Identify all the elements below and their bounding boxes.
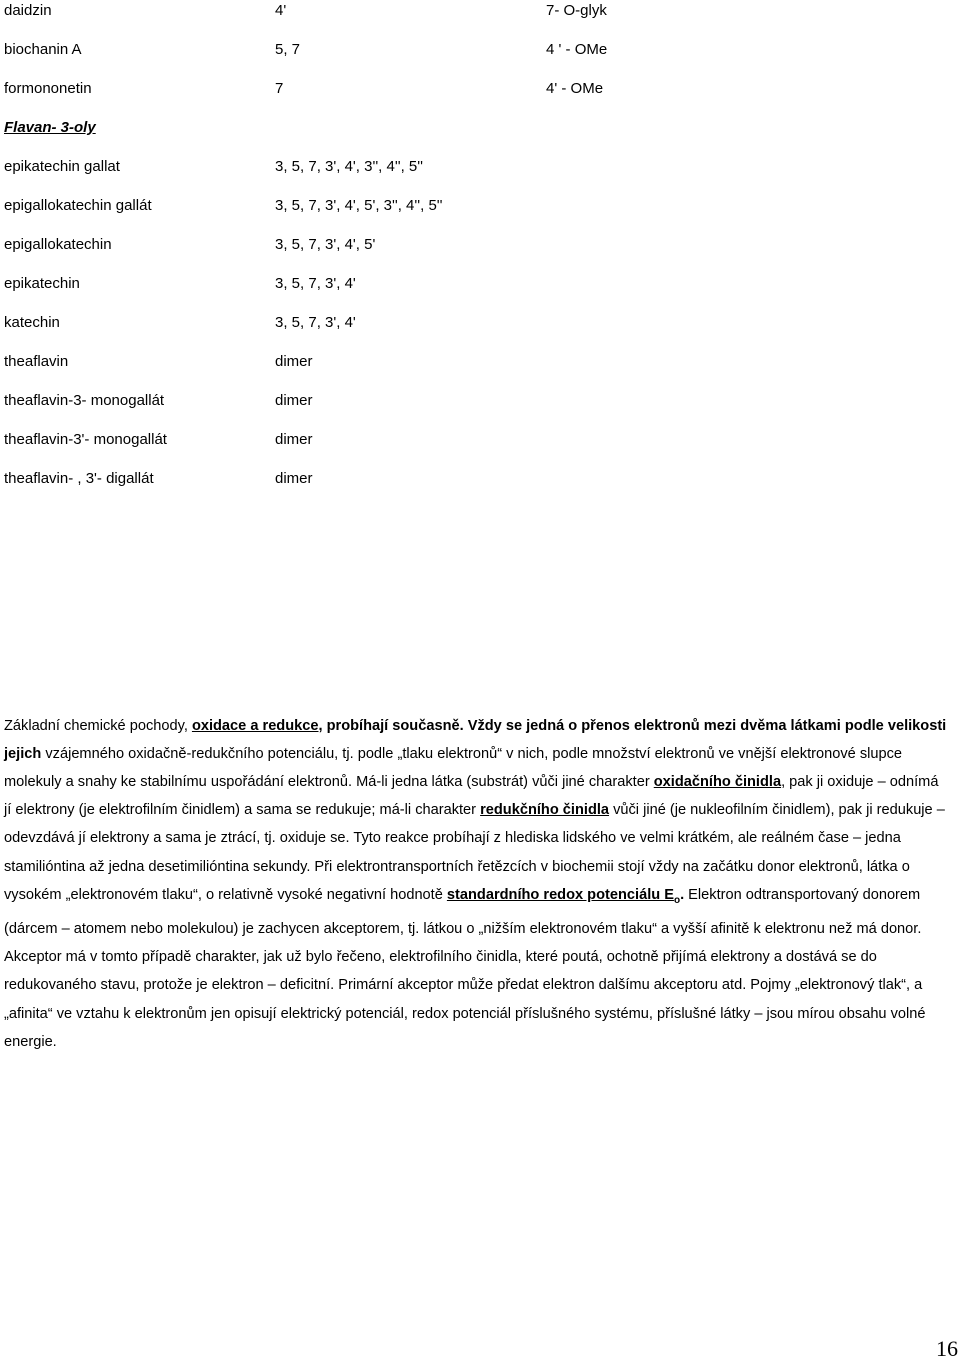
hydroxyl-positions: 3, 5, 7, 3', 4', 3'', 4'', 5'' xyxy=(275,158,423,175)
term-oxidizing-agent: oxidačního činidla xyxy=(653,774,782,790)
hydroxyl-positions: 3, 5, 7, 3', 4', 5' xyxy=(275,236,376,253)
table-row xyxy=(4,470,944,490)
text-span: Základní chemické pochody, xyxy=(4,717,192,734)
hydroxyl-positions: 3, 5, 7, 3', 4' xyxy=(275,314,356,331)
emphasis-electron-transfer: Vždy se jedná o přenos elektronů mezi dvěma látkami podle velikosti jejich xyxy=(4,717,947,762)
term-standard-redox-potential xyxy=(446,886,681,906)
emphasis-simultaneous: , probíhají současně. xyxy=(318,717,464,734)
compound-name: biochanin A xyxy=(4,41,82,58)
compound-name: epikatechin xyxy=(4,275,80,292)
hydroxyl-positions: dimer xyxy=(275,470,313,487)
table-row xyxy=(4,392,944,412)
hydroxyl-positions: 3, 5, 7, 3', 4', 5', 3'', 4'', 5'' xyxy=(275,197,443,214)
text-span: vzájemného oxidačně-redukčního potenciálu, tj. podle „tlaku elektronů“ v nich, podle množství elektronů ve vnější elektronové slupce molekuly a snahy ke stabilnímu uspořádání elektronů. Má-li jedna látka (substrát) vůči jiné charakter xyxy=(4,745,903,790)
table-row xyxy=(4,353,944,373)
hydroxyl-positions: 5, 7 xyxy=(275,41,301,58)
hydroxyl-positions: dimer xyxy=(275,353,313,370)
text-span: , pak ji oxiduje – odnímá jí elektrony (je elektrofilním činidlem) a sama se redukuje; má-li charakter xyxy=(4,774,939,819)
table-row xyxy=(4,158,944,178)
hydroxyl-positions: dimer xyxy=(275,392,313,409)
table-row xyxy=(4,314,944,334)
hydroxyl-positions: 4' xyxy=(275,2,287,19)
term-text: standardního redox potenciálu E xyxy=(446,886,674,903)
term-subscript: o xyxy=(673,894,681,906)
table-row xyxy=(4,275,944,295)
text-span: . xyxy=(680,886,685,903)
hydroxyl-positions: 7 xyxy=(275,80,284,97)
table-row xyxy=(4,80,944,100)
substituent: 4' - OMe xyxy=(546,80,604,97)
term-reducing-agent: redukčního činidla xyxy=(480,802,610,819)
text-span: vůči jiné (je nukleofilním činidlem), pak ji redukuje – odevzdává jí elektrony a sama je ztrácí, tj. oxiduje se. Tyto reakce probíhají z hlediska lidského ve velmi krátkém, ale reálném čase – jedna stamilióntina až jedna desetimilióntina sekundy. Při elektrontransportních řetězcích v biochemii stojí vždy na začátku donor elektronů, látka o vysokém „elektronovém tlaku“, o relativně vysoké negativní hodnotě xyxy=(4,802,945,903)
table-row xyxy=(4,197,944,217)
compound-name: theaflavin xyxy=(4,353,69,370)
substituent: 7- O-glyk xyxy=(546,2,607,19)
compound-name: katechin xyxy=(4,314,60,331)
body-paragraph xyxy=(4,712,949,1056)
compound-name: theaflavin-3'- monogallát xyxy=(4,431,167,448)
compound-name: epikatechin gallat xyxy=(4,158,120,175)
table-row xyxy=(4,41,944,61)
compound-name: theaflavin- , 3'- digallát xyxy=(4,470,154,487)
compound-name: daidzin xyxy=(4,2,52,19)
table-row xyxy=(4,2,944,22)
table-row xyxy=(4,236,944,256)
table-row xyxy=(4,431,944,451)
section-heading-row xyxy=(4,119,944,139)
hydroxyl-positions: dimer xyxy=(275,431,313,448)
page-number: 16 xyxy=(936,1336,958,1361)
hydroxyl-positions: 3, 5, 7, 3', 4' xyxy=(275,275,356,292)
compound-name: epigallokatechin gallát xyxy=(4,197,152,214)
text-span: Elektron odtransportovaný donorem (dárcem – atomem nebo molekulou) je zachycen akceptorem, tj. látkou o „nižším elektronovém tlaku“ a vyšší afinitě k elektronu než má donor. Akceptor má v tomto případě charakter, jak už bylo řečeno, elektrofilního činidla, které poutá, ochotně přijímá elektrony a dostává se do redukovaného stavu, protože je elektron – deficitní. Primární akceptor může předat elektron dalšímu akceptoru atd. Pojmy „elektronový tlak“, a „afinita“ ve vztahu k elektronům jen opisují elektrický potenciál, redox potenciál příslušného systému, příslušné látky – jsou mírou obsahu volné energie. xyxy=(4,886,926,1050)
compound-name: epigallokatechin xyxy=(4,236,112,253)
emphasis-oxidation-reduction: oxidace a redukce xyxy=(191,717,319,734)
section-heading: Flavan- 3-oly xyxy=(4,119,96,136)
compound-name: formononetin xyxy=(4,80,92,97)
compound-name: theaflavin-3- monogallát xyxy=(4,392,165,409)
substituent: 4 ' - OMe xyxy=(546,41,608,58)
